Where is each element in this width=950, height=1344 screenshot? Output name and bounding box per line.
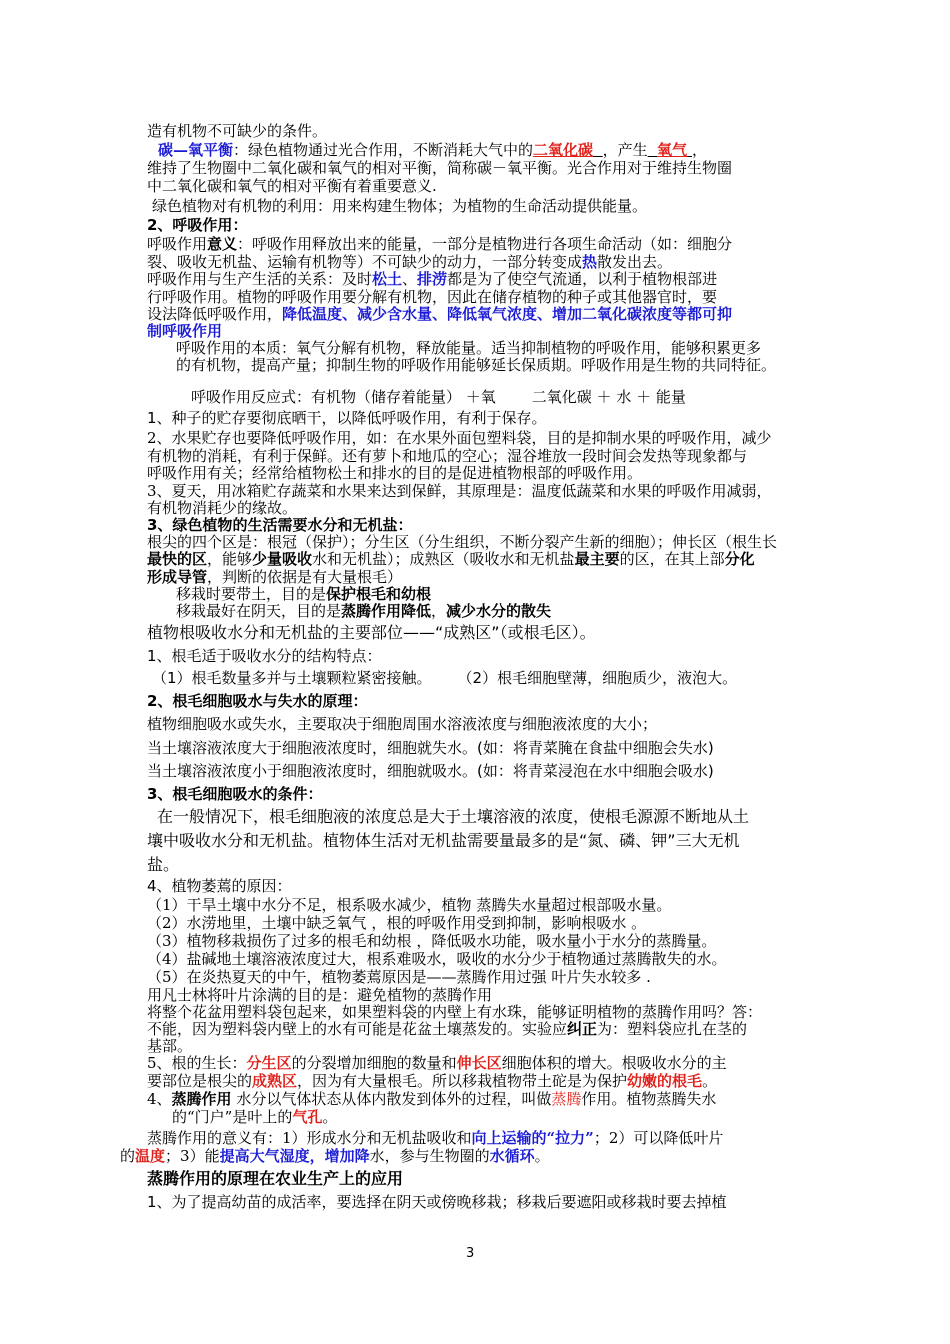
text-line: 的温度；3）能提高大气湿度，增加降水，参与生物圈的水循环。 bbox=[120, 1147, 550, 1165]
section-heading: 3、根毛细胞吸水的条件： bbox=[147, 785, 323, 803]
text-line: （2）水涝地里，土壤中缺乏氧气 ，根的呼吸作用受到抑制，影响根吸水 。 bbox=[147, 914, 647, 932]
text-line: 根尖的四个区是：根冠（保护）；分生区（分生组织，不断分裂产生新的细胞）；伸长区（根生长 bbox=[147, 533, 778, 551]
text-line: 移栽最好在阴天，目的是蒸腾作用降低，减少水分的散失 bbox=[176, 602, 552, 620]
text-line: （1）干旱土壤中水分不足，根系吸水减少，植物 蒸腾失水量超过根部吸水量。 bbox=[147, 896, 672, 914]
text-line: 的“门户”是叶上的气孔。 bbox=[172, 1108, 338, 1126]
section-heading: 2、根毛细胞吸水与失水的原理： bbox=[147, 692, 368, 710]
text-line: 基部。 bbox=[147, 1037, 193, 1055]
text-line: 1、为了提高幼苗的成活率，要选择在阴天或傍晚移栽；移栽后要遮阳或移栽时要去掉植 bbox=[147, 1193, 727, 1211]
text-line: 呼吸作用与生产生活的关系：及时松土、排涝都是为了使空气流通，以利于植物根部进 bbox=[147, 270, 718, 288]
section-heading: 2、呼吸作用： bbox=[147, 216, 248, 234]
text-line: 的有机物，提高产量；抑制生物的呼吸作用能够延长保质期。呼吸作用是生物的共同特征。 bbox=[176, 356, 777, 374]
text-line: 形成导管，判断的依据是有大量根毛） bbox=[147, 568, 403, 586]
text-line: 将整个花盆用塑料袋包起来，如果塑料袋的内壁上有水珠，能够证明植物的蒸腾作用吗？答： bbox=[147, 1003, 763, 1021]
text-line: 移栽时要带土，目的是保护根毛和幼根 bbox=[176, 585, 432, 603]
text-line: 在一般情况下，根毛细胞液的浓度总是大于土壤溶液的浓度，使根毛源源不断地从土 bbox=[157, 807, 750, 826]
text-line: 4、蒸腾作用 水分以气体状态从体内散发到体外的过程，叫做蒸腾作用。植物蒸腾失水 bbox=[147, 1090, 717, 1108]
text-line: 行呼吸作用。植物的呼吸作用要分解有机物，因此在储存植物的种子或其他器官时，要 bbox=[147, 288, 718, 306]
text-line: 碳—氧平衡：绿色植物通过光合作用，不断消耗大气中的二氧化碳 ，产生 氧气 ， bbox=[158, 141, 707, 159]
text-line: 1、根毛适于吸收水分的结构特点： bbox=[147, 647, 382, 665]
text-line: 呼吸作用有关；经常给植物松土和排水的目的是促进植物根部的呼吸作用。 bbox=[147, 464, 643, 482]
reaction-equation: 呼吸作用反应式：有机物（储存着能量） ＋氧 二氧化碳 ＋ 水 ＋ 能量 bbox=[191, 388, 686, 406]
text-line: 呼吸作用的本质：氧气分解有机物，释放能量。适当抑制植物的呼吸作用，能够积累更多 bbox=[176, 339, 762, 357]
text-line: （3）植物移栽损伤了过多的根毛和幼根 ，降低吸水功能，吸水量小于水分的蒸腾量。 bbox=[147, 932, 717, 950]
text-line: 4、植物萎蔫的原因： bbox=[147, 877, 292, 895]
section-heading: 蒸腾作用的原理在农业生产上的应用 bbox=[147, 1169, 404, 1188]
text-line: 有机物消耗少的缘故。 bbox=[147, 499, 298, 517]
text-line: 蒸腾作用的意义有：1）形成水分和无机盐吸收和向上运输的“拉力”；2）可以降低叶片 bbox=[147, 1129, 724, 1147]
text-line: 用凡士林将叶片涂满的目的是：避免植物的蒸腾作用 bbox=[147, 986, 493, 1004]
text-line: 2、水果贮存也要降低呼吸作用，如：在水果外面包塑料袋，目的是抑制水果的呼吸作用，减少 bbox=[147, 429, 772, 447]
text-line: 5、根的生长：分生区的分裂增加细胞的数量和伸长区细胞体积的增大。根吸收水分的主 bbox=[147, 1054, 727, 1072]
text-line: 壤中吸收水分和无机盐。植物体生活对无机盐需要量最多的是“氮、磷、钾”三大无机 bbox=[147, 831, 740, 850]
text-line: 植物根吸收水分和无机盐的主要部位——“成熟区”（或根毛区）。 bbox=[147, 623, 596, 642]
text-line: 盐。 bbox=[147, 855, 180, 874]
text-line: 最快的区，能够少量吸收水和无机盐）；成熟区（吸收水和无机盐最主要的区，在其上部分化 bbox=[147, 550, 755, 568]
text-line: 1、种子的贮存要彻底晒干，以降低呼吸作用，有利于保存。 bbox=[147, 409, 547, 427]
text-line: 裂、吸收无机盐、运输有机物等）不可缺少的动力，一部分转变成热散发出去。 bbox=[147, 253, 673, 271]
text-line: 绿色植物对有机物的利用：用来构建生物体；为植物的生命活动提供能量。 bbox=[152, 197, 648, 215]
text-line: （1）根毛数量多并与土壤颗粒紧密接触。 （2）根毛细胞壁薄，细胞质少，液泡大。 bbox=[152, 669, 738, 687]
text-line: 制呼吸作用 bbox=[147, 322, 223, 340]
text-line: 植物细胞吸水或失水，主要取决于细胞周围水溶液浓度与细胞液浓度的大小； bbox=[147, 715, 658, 733]
text-line: 不能，因为塑料袋内壁上的水有可能是花盆土壤蒸发的。实验应纠正为：塑料袋应扎在茎的 bbox=[147, 1020, 748, 1038]
section-heading: 3、绿色植物的生活需要水分和无机盐： bbox=[147, 516, 413, 534]
text-line: （4）盐碱地土壤溶液浓度过大，根系难吸水，吸收的水分少于植物通过蒸腾散失的水。 bbox=[147, 950, 727, 968]
text-line: 当土壤溶液浓度大于细胞液浓度时，细胞就失水。(如：将青菜腌在食盐中细胞会失水) bbox=[147, 739, 714, 757]
text-line: 中二氧化碳和氧气的相对平衡有着重要意义. bbox=[147, 177, 437, 195]
text-line: 有机物的消耗，有利于保鲜。还有萝卜和地瓜的空心；湿谷堆放一段时间会发热等现象都与 bbox=[147, 447, 748, 465]
text-line: 当土壤溶液浓度小于细胞液浓度时，细胞就吸水。(如：将青菜浸泡在水中细胞会吸水) bbox=[147, 762, 714, 780]
page-number: 3 bbox=[466, 1246, 475, 1261]
text-line: 维持了生物圈中二氧化碳和氧气的相对平衡，简称碳－氧平衡。光合作用对于维持生物圈 bbox=[147, 159, 733, 177]
text-line: （5）在炎热夏天的中午，植物萎蔫原因是——蒸腾作用过强 叶片失水较多 . bbox=[147, 968, 651, 986]
text-line: 造有机物不可缺少的条件。 bbox=[147, 122, 328, 140]
text-line: 设法降低呼吸作用，降低温度、减少含水量、降低氧气浓度、增加二氧化碳浓度等都可抑 bbox=[147, 305, 733, 323]
text-line: 3、夏天，用冰箱贮存蔬菜和水果来达到保鲜，其原理是：温度低蔬菜和水果的呼吸作用减弱， bbox=[147, 482, 772, 500]
text-line: 呼吸作用意义：呼吸作用释放出来的能量，一部分是植物进行各项生命活动（如：细胞分 bbox=[147, 235, 733, 253]
text-line: 要部位是根尖的成熟区，因为有大量根毛。所以移栽植物带土砣是为保护幼嫩的根毛。 bbox=[147, 1072, 718, 1090]
